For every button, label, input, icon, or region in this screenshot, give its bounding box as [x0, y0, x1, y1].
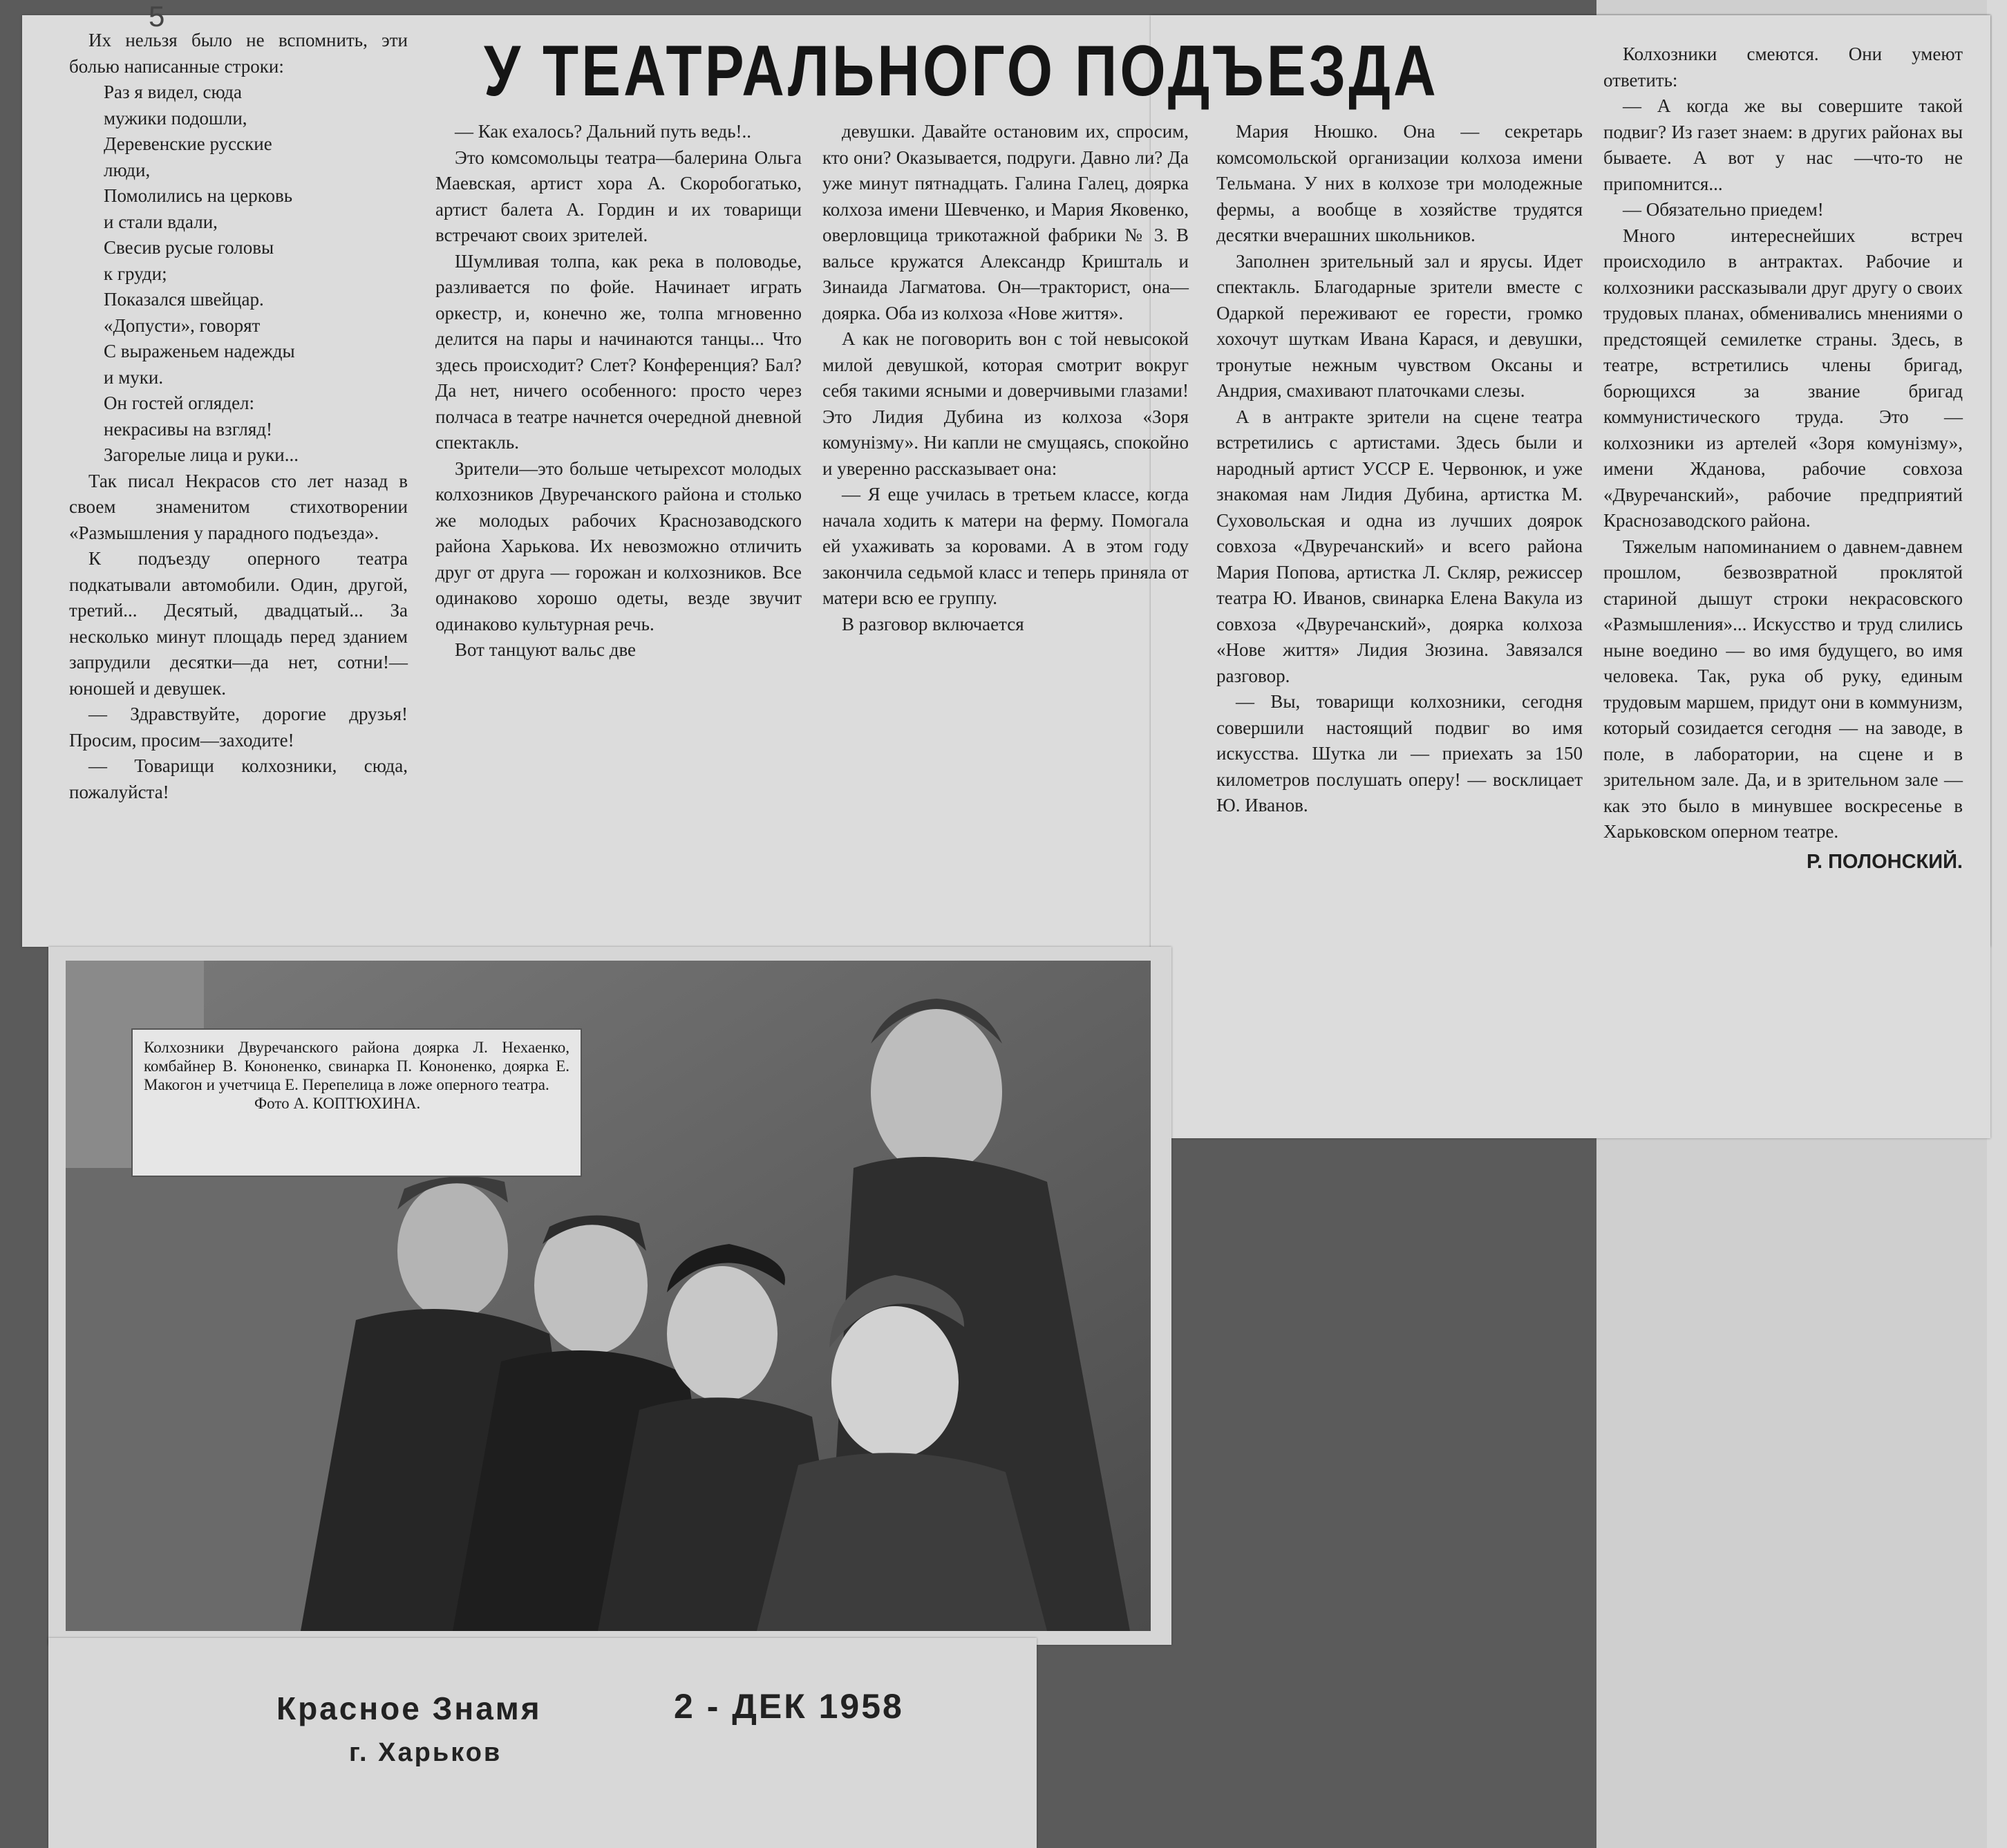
col5-paragraph: Колхозники смеются. Они умеют ответить: [1603, 44, 1963, 91]
col2-paragraph: Вот танцуют вальс две [455, 639, 637, 660]
stamp-newspaper: Красное Знамя [276, 1690, 542, 1726]
column-2 [435, 119, 802, 663]
col5-paragraph: Тяжелым напоминанием о давнем-давнем прошлом, безвозвратной проклятой стариной дышут строки некрасовского «Размышления»... Искусство и труд слились ныне воедино — во имя будущего, во имя человека. Так, рука об руку, единым трудовым маршем, придут они в коммунизм, который созидается сегодня — на заводе, в поле, в лаборатории, на сцене и в зрительном зале. Да, и в зрительном зале —как это было в минувшее воскресенье в Харьковском оперном театре. [1603, 536, 1963, 842]
col1-paragraph: Раз я видел, сюда мужики подошли, Деревенские русские люди, Помолились на церковь и стали вдали, Свесив русые головы к груди; Показался швейцар. «Допусти», говорят С выраженьем надежды и муки. Он гостей оглядел: некрасивы на взгляд! Загорелые лица и руки... [104, 82, 299, 465]
photo-credit: Фото А. КОПТЮХИНА. [254, 1095, 421, 1112]
stamp-date: 2 - ДЕК 1958 [674, 1687, 904, 1726]
col1-paragraph: К подъезду оперного театра подкатывали автомобили. Один, другой, третий... Десятый, двадцатый... За несколько минут площадь перед зданием запрудили десятки—да нет, сотни!—юношей и девушек. [69, 548, 408, 699]
col2-paragraph: Это комсомольцы театра—балерина Ольга Маевская, артист хора А. Скоробогатько, артист балета А. Гордин и их товарищи встречают своих зрителей. [435, 147, 802, 245]
stamp-city: г. Харьков [349, 1738, 502, 1767]
col3-paragraph: — Я еще училась в третьем классе, когда начала ходить к матери на ферму. Помогала ей ухаживать за коровами. А в этом году закончила седьмой класс и теперь приняла от матери всю ее группу. [822, 484, 1189, 608]
col4-paragraph: — Вы, товарищи колхозники, сегодня совершили настоящий подвиг во имя искусства. Шутка ли — приехать за 150 километров послушать оперу! — восклицает Ю. Иванов. [1216, 691, 1583, 815]
page-number: 5 [149, 0, 165, 32]
col1-paragraph: — Здравствуйте, дорогие друзья! Просим, просим—заходите! [69, 704, 408, 751]
col3-paragraph: В разговор включается [842, 613, 1024, 634]
stamp-paper [48, 1638, 1037, 1848]
author-signature: Р. ПОЛОНСКИЙ. [1806, 850, 1963, 873]
col3-paragraph: девушки. Давайте остановим их, спросим, кто они? Оказывается, подруги. Давно ли? Да уже минут пятнадцать. Галина Галец, доярка колхоза имени Шевченко, и Мария Яковенко, оверловщица трикотажной фабрики № 3. В вальсе кружатся Александр Кришталь и Зинаида Лагматова. Он—тракторист, она—доярка. Оба из колхоза «Нове життя». [822, 121, 1189, 323]
photo-caption-text: Колхозники Двуречанского района доярка Л. Нехаенко, комбайнер В. Кононенко, свинарка П. Кононенко, доярка Е. Макогон и учетчица Е. Перепелица в ложе оперного театра. [144, 1039, 569, 1093]
col1-paragraph: — Товарищи колхозники, сюда, пожалуйста! [69, 755, 408, 802]
col2-paragraph: Зрители—это больше четырехсот молодых колхозников Двуречанского района и столько же молодых рабочих Краснозаводского района Харькова. Их невозможно отличить друг от друга — горожан и колхозников. Все одинаково хорошо одеты, везде звучит одинаково культурная речь. [435, 458, 802, 634]
column-4 [1216, 119, 1583, 819]
col1-paragraph: Их нельзя было не вспомнить, эти болью написанные строки: [69, 30, 408, 77]
col5-paragraph: — А когда же вы совершите такой подвиг? Из газет знаем: в других районах вы бываете. А вот у нас —что-то не припомнится... [1603, 95, 1963, 194]
col4-paragraph: Заполнен зрительный зал и ярусы. Идет спектакль. Благодарные зрители вместе с Одаркой переживают ее горести, громко хохочут шуткам Ивана Карася, и девушки, тронутые нежным чувством Оксаны и Андрия, смахивают платочками слезы. [1216, 250, 1583, 401]
col3-paragraph: А как не поговорить вон с той невысокой милой девушкой, которая смотрит вокруг себя такими ясными и доверчивыми глазами! Это Лидия Дубина из колхоза «Зоря комунізму». Ни капли не смущаясь, спокойно и уверенно рассказывает она: [822, 328, 1189, 479]
photo-caption [131, 1028, 582, 1177]
column-3 [822, 119, 1189, 637]
col5-paragraph: Много интереснейших встреч происходило в антрактах. Рабочие и колхозники рассказывали друг другу о своих трудовых планах, обменивались мнениями о предстоящей семилетке страны. Здесь, в театре, встретились члены бригад, борющихся за звание бригад коммунистического труда. Это — колхозники из артелей «Зоря комунізму», имени Жданова, рабочие совхоза «Двуречанский», рабочие предприятий Краснозаводского района. [1603, 225, 1963, 531]
headline: У ТЕАТРАЛЬНОГО ПОДЪЕЗДА [484, 31, 1439, 111]
column-5 [1603, 41, 1963, 875]
col2-paragraph: — Как ехалось? Дальний путь ведь!.. [455, 121, 752, 142]
col4-paragraph: Мария Нюшко. Она — секретарь комсомольской организации колхоза имени Тельмана. У них в колхозе три молодежные фермы, а вообще в хозяйстве трудятся десятки вчерашних школьников. [1216, 121, 1583, 245]
col4-paragraph: А в антракте зрители на сцене театра встретились с артистами. Здесь были и народный артист УССР Е. Червонюк, и уже знакомая нам Лидия Дубина, артистка М. Суховольская и одна из лучших доярок совхоза «Двуречанский» и всего района Мария Попова, артистка Л. Скляр, режиссер театра Ю. Иванов, свинарка Елена Вакула из совхоза «Двуречанский», доярка колхоза «Нове життя» Лидия Зюзина. Завязался разговор. [1216, 406, 1583, 686]
col5-paragraph: — Обязательно приедем! [1623, 199, 1824, 220]
column-1 [69, 28, 408, 805]
col1-paragraph: Так писал Некрасов сто лет назад в своем знаменитом стихотворении «Размышления у парадного подъезда». [69, 470, 408, 543]
col2-paragraph: Шумливая толпа, как река в половодье, разливается по фойе. Начинает играть оркестр, и, конечно же, толпа мгновенно делится на пары и начинаются танцы... Что здесь происходит? Слет? Конференция? Бал? Да нет, ничего особенного: просто через полчаса в театре начнется очередной дневной спектакль. [435, 250, 802, 453]
